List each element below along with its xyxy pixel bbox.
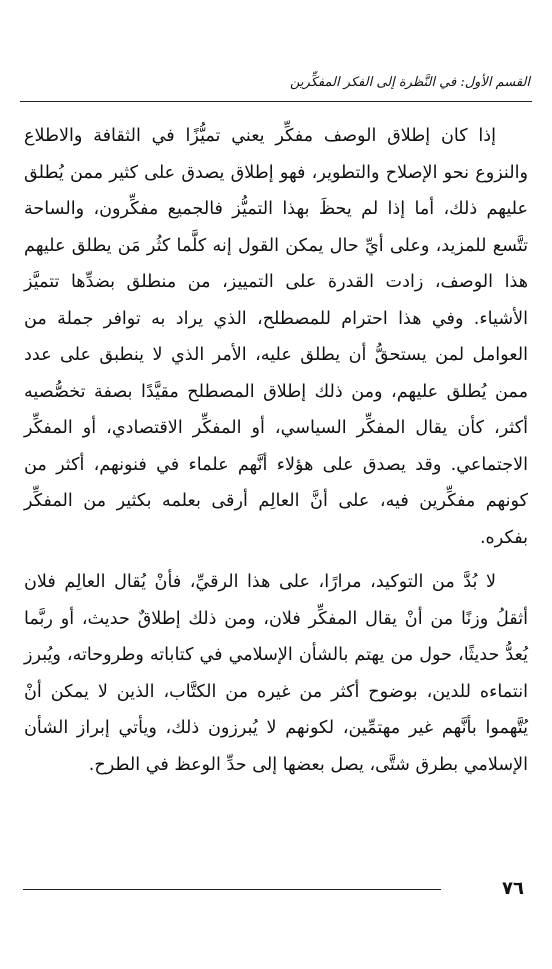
paragraph-1: إذا كان إطلاق الوصف مفكِّر يعني تميُّزًا في الثقافة والاطلاع والنزوع نحو الإصلاح والتطوير، فهو إطلاق يصدق على كثير ممن يُطلق عليهم ذلك، أما إذا لم يحظَ بهذا التميُّز فالجميع مفكِّرون، والساحة تتَّسع للمزيد، وعلى أيِّ حال يمكن القول إنه كلَّما كثُر مَن يطلق عليهم هذا الوصف، زادت القدرة على التمييز، من منطلق بضدِّها تتميَّز الأشياء. وفي هذا احترام للمصطلح، الذي يراد به توافر جملة من العوامل لمن يستحقُّ أن يطلق عليه، الأمر الذي لا ينطبق على عدد ممن يُطلق عليهم، ومن ذلك إطلاق المصطلح مقيَّدًا بصفة تخصُّصيه أكثر، كأن يقال المفكِّر السياسي، أو المفكِّر الاقتصادي، أو المفكِّر الاجتماعي. وقد يصدق على هؤلاء أنَّهم علماء في فنونهم، أكثر من كونهم مفكِّرين فيه، على أنَّ العالِم أرقى بعلمه بكثير من المفكِّر بفكره. xyxy=(24,126,528,548)
paragraph-2: لا بُدَّ من التوكيد، مرارًا، على هذا الرقيِّ، فأنْ يُقال العالِم فلان أثقلُ وزنًا من أنْ يقال المفكِّر فلان، ومن ذلك إطلاقٌ حديث، أو ربَّما يُعدُّ حديثًا، حول من يهتم بالشأن الإسلامي في كتاباته وطروحاته، ويُبرز انتماءه للدين، بوضوح أكثر من غيره من الكتَّاب، الذين لا يمكن أنْ يُتَّهموا بأنَّهم غير مهتمِّين، لكونهم لا يُبرزون ذلك، ويأتي إبراز الشأن الإسلامي بطرق شتَّى، يصل بعضها إلى حدِّ الوعظ في الطرح. xyxy=(24,572,528,775)
header-divider xyxy=(20,101,532,102)
running-header: القسم الأول: في النَّظرة إلى الفكر المفكِّرين xyxy=(290,75,530,90)
page-number: ٧٦ xyxy=(502,878,524,899)
footer-divider xyxy=(23,889,441,890)
body-text xyxy=(24,118,528,783)
